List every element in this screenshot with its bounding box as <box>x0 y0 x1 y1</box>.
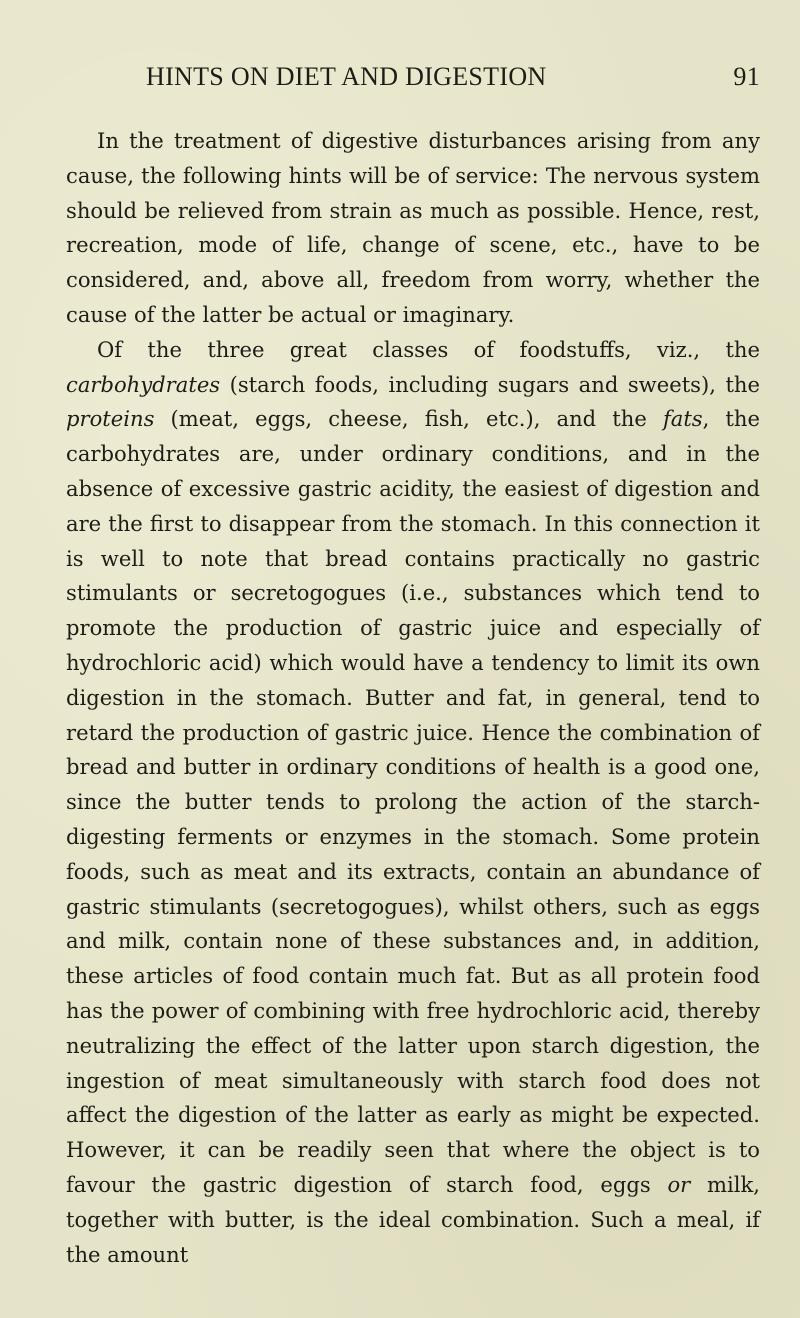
running-head <box>66 58 760 106</box>
paragraph-text: In the treatment of digestive disturbances arising from any cause, the following hints will be of service: The nervous system should be relieved from strain as much as possible. Hence, rest, recreation, mode of life, change of scene, etc., have to be considered, and, above all, freedom from worry, whether the cause of the latter be actual or imaginary. <box>66 128 760 327</box>
paragraph-text: , the carbohydrates are, under ordinary conditions, and in the absence of excessive gastric acidity, the easiest of digestion and are the first to disappear from the stomach. In this connection it is well to note that bread contains practically no gastric stimulants or secretogogues (i.e., substances which tend to promote the production of gastric juice and especially of hydrochloric acid) which would have a tendency to limit its own digestion in the stomach. Butter and fat, in general, tend to retard the production of gastric juice. Hence the combination of bread and butter in ordinary conditions of health is a good one, since the butter tends to prolong the action of the starch-digesting ferments or enzymes in the stomach. Some protein foods, such as meat and its extracts, contain an abundance of gastric stimulants (secretogogues), whilst others, such as eggs and milk, contain none of these substances and, in addition, these articles of food contain much fat. But as all protein food has the power of combining with free hydrochloric acid, thereby neutralizing the effect of the latter upon starch digestion, the ingestion of meat simultaneously with starch food does not affect the digestion of the latter as early as might be expected. However, it can be readily seen that where the object is to favour the gastric digestion of starch food, eggs <box>66 406 760 1197</box>
paragraph-text: (starch foods, including sugars and sweets), the <box>220 371 760 397</box>
page-number: 91 <box>733 62 760 91</box>
italic-term-fats: fats <box>662 406 703 432</box>
running-title: HINTS ON DIET AND DIGESTION <box>146 62 547 91</box>
italic-term-proteins: proteins <box>66 406 155 432</box>
italic-word-or: or <box>667 1171 691 1197</box>
paragraph-foodstuffs <box>66 333 760 1273</box>
paragraph-nervous-system <box>66 124 760 333</box>
paragraph-text: (meat, eggs, cheese, fish, etc.), and the <box>154 406 663 432</box>
italic-term-carbohydrates: carbohydrates <box>66 371 221 397</box>
body-text <box>66 124 760 1272</box>
paragraph-text: Of the three great classes of foodstuffs, viz., the <box>97 336 760 362</box>
paragraph-text: milk, together with butter, is the ideal combination. Such a meal, if the amount <box>66 1171 761 1267</box>
